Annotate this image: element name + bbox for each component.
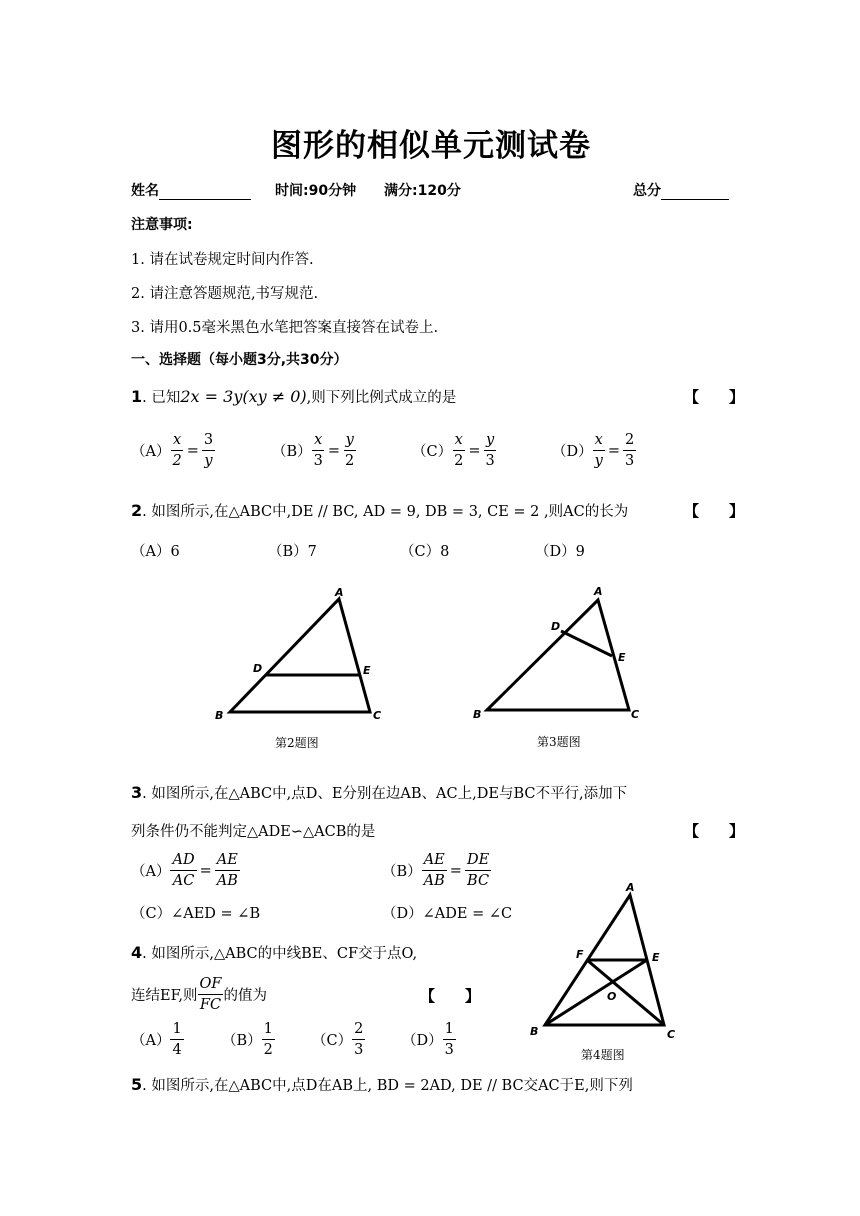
label-e: E bbox=[363, 664, 371, 677]
notes-heading: 注意事项: bbox=[131, 217, 193, 233]
figure-2-caption: 第2题图 bbox=[275, 736, 319, 750]
label-f: F bbox=[576, 948, 584, 961]
full-score: 满分:120分 bbox=[384, 183, 461, 199]
note-2: 2. 请注意答题规范,书写规范. bbox=[131, 286, 319, 302]
label-a: A bbox=[594, 585, 603, 598]
question-2: 2. 如图所示,在△ABC中,DE // BC, AD = 9, DB = 3, CE = 2 ,则AC的长为 bbox=[131, 501, 629, 520]
label-c: C bbox=[373, 709, 382, 722]
label-d: D bbox=[253, 662, 263, 675]
question-number: 3 bbox=[131, 783, 143, 802]
q4-option-b[interactable]: （B） $\frac{1}{2}$ bbox=[222, 1021, 273, 1058]
q1-option-c[interactable]: （C） $\frac{x}{2}$ = $\frac{y}{3}$ bbox=[412, 432, 495, 469]
name-field[interactable] bbox=[131, 180, 251, 200]
name-label: 姓名 bbox=[131, 183, 159, 199]
label-c: C bbox=[667, 1028, 676, 1038]
q4-option-d[interactable]: （D） $\frac{1}{3}$ bbox=[402, 1021, 454, 1058]
total-field[interactable] bbox=[633, 180, 729, 200]
label-b: B bbox=[530, 1025, 539, 1038]
q1-option-a[interactable]: （A） $\frac{x}{2}$ = $\frac{3}{y}$ bbox=[131, 432, 214, 469]
q3-option-c[interactable]: （C）∠AED = ∠B bbox=[131, 906, 261, 922]
label-b: B bbox=[215, 709, 224, 722]
section-heading: 一、选择题（每小题3分,共30分） bbox=[131, 352, 348, 368]
label-c: C bbox=[631, 708, 640, 721]
q4-option-a[interactable]: （A） $\frac{1}{4}$ bbox=[131, 1021, 182, 1058]
q3-option-b[interactable]: （B） $\frac{AE}{AB}$ = $\frac{DE}{BC}$ bbox=[382, 852, 490, 889]
q2-option-c[interactable]: （C）8 bbox=[400, 544, 450, 560]
label-a: A bbox=[335, 586, 344, 599]
answer-bracket-3[interactable]: 【 】 bbox=[684, 822, 745, 840]
question-number: 5 bbox=[131, 1075, 143, 1094]
label-a: A bbox=[626, 881, 635, 894]
name-blank[interactable] bbox=[159, 185, 251, 200]
exam-time: 时间:90分钟 bbox=[275, 183, 357, 199]
figure-4 bbox=[525, 878, 695, 1038]
question-3-line-1: 3. 如图所示,在△ABC中,点D、E分别在边AB、AC上,DE与BC不平行,添加下 bbox=[131, 783, 628, 802]
q3-option-a[interactable]: （A） $\frac{AD}{AC}$ = $\frac{AE}{AB}$ bbox=[131, 852, 238, 889]
segment-de bbox=[561, 631, 612, 656]
label-e: E bbox=[618, 651, 626, 664]
question-number: 1 bbox=[131, 387, 143, 406]
triangle-abc bbox=[230, 599, 370, 712]
note-3: 3. 请用0.5毫米黑色水笔把答案直接答在试卷上. bbox=[131, 320, 439, 336]
q3-option-d[interactable]: （D）∠ADE = ∠C bbox=[382, 906, 513, 922]
question-3-line-2: 列条件仍不能判定△ADE∽△ACB的是 bbox=[131, 824, 376, 840]
figure-2 bbox=[205, 580, 405, 730]
answer-bracket-1[interactable]: 【 】 bbox=[684, 388, 745, 406]
q4-option-c[interactable]: （C） $\frac{2}{3}$ bbox=[312, 1021, 364, 1058]
label-b: B bbox=[473, 708, 482, 721]
q2-option-d[interactable]: （D）9 bbox=[535, 544, 585, 560]
total-label: 总分 bbox=[633, 183, 661, 199]
condition: 2x = 3y(xy ≠ 0) bbox=[180, 387, 307, 406]
answer-bracket-2[interactable]: 【 】 bbox=[684, 502, 745, 520]
q2-option-a[interactable]: （A）6 bbox=[131, 544, 180, 560]
question-4-line-1: 4. 如图所示,△ABC的中线BE、CF交于点O, bbox=[131, 943, 418, 962]
label-d: D bbox=[551, 620, 561, 633]
note-1: 1. 请在试卷规定时间内作答. bbox=[131, 252, 314, 268]
label-e: E bbox=[652, 951, 660, 964]
question-number: 4 bbox=[131, 943, 143, 962]
label-o: O bbox=[607, 990, 617, 1003]
segment-be bbox=[545, 960, 647, 1025]
question-5: 5. 如图所示,在△ABC中,点D在AB上, BD = 2AD, DE // BC交AC于E,则下列 bbox=[131, 1075, 633, 1094]
question-number: 2 bbox=[131, 501, 143, 520]
q1-option-b[interactable]: （B） $\frac{x}{3}$ = $\frac{y}{2}$ bbox=[272, 432, 355, 469]
figure-3 bbox=[465, 580, 665, 730]
figure-4-caption: 第4题图 bbox=[581, 1048, 625, 1062]
figure-3-caption: 第3题图 bbox=[537, 735, 581, 749]
total-blank[interactable] bbox=[661, 185, 729, 200]
question-1: 1. 已知2x = 3y(xy ≠ 0),则下列比例式成立的是 bbox=[131, 387, 457, 406]
question-4-line-2: 连结EF,则 $\frac{OF}{FC}$ 的值为 bbox=[131, 976, 267, 1013]
page-title: 图形的相似单元测试卷 bbox=[271, 128, 591, 164]
q1-option-d[interactable]: （D） $\frac{x}{y}$ = $\frac{2}{3}$ bbox=[552, 432, 635, 469]
answer-bracket-4[interactable]: 【 】 bbox=[420, 987, 481, 1005]
q2-option-b[interactable]: （B）7 bbox=[268, 544, 317, 560]
